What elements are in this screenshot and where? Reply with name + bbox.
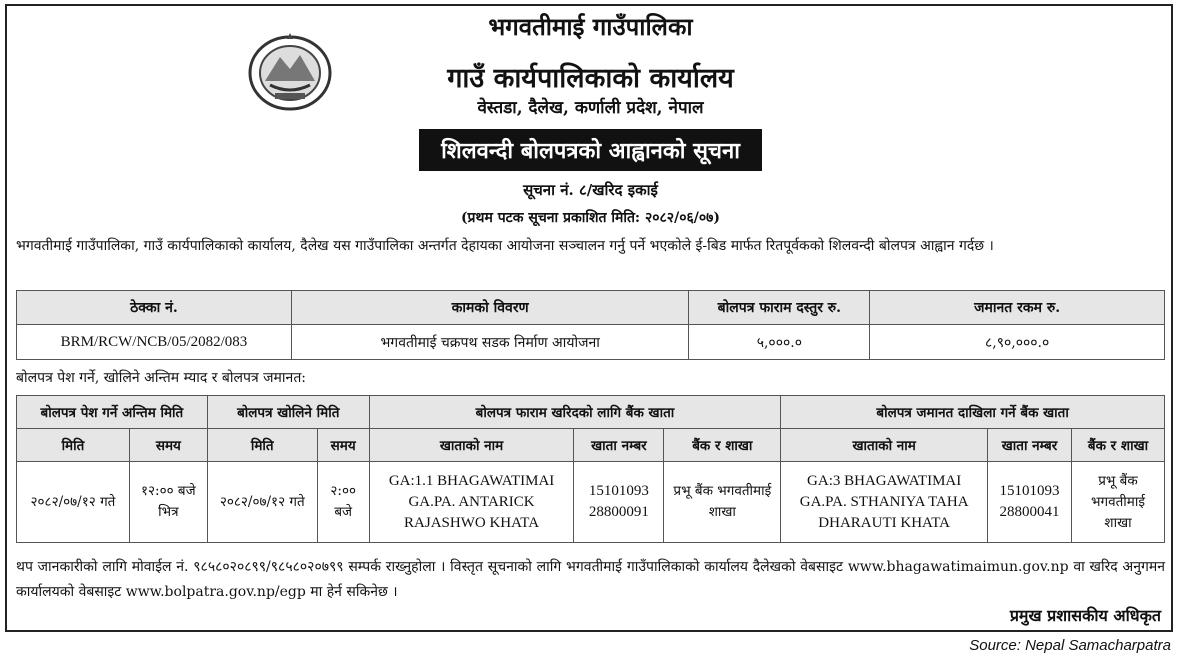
- publish-date: (प्रथम पटक सूचना प्रकाशित मिति: २०८२/०६/०७): [460, 210, 721, 226]
- column-header: मिति: [17, 429, 130, 462]
- group-header: बोलपत्र जमानत दाखिला गर्ने बैंक खाता: [781, 396, 1165, 429]
- form-fee: ५,०००.०: [689, 325, 870, 360]
- notice-banner: शिलवन्दी बोलपत्रको आह्वानको सूचना: [419, 129, 762, 171]
- column-header: खाताको नाम: [369, 429, 574, 462]
- column-header: बैंक र शाखा: [664, 429, 781, 462]
- column-header: बैंक र शाखा: [1072, 429, 1165, 462]
- column-header: मिति: [207, 429, 317, 462]
- table-row: [17, 325, 1165, 360]
- group-header: बोलपत्र फाराम खरिदको लागि बैंक खाता: [369, 396, 781, 429]
- contract-number: BRM/RCW/NCB/05/2082/083: [17, 325, 292, 360]
- open-time: २:०० बजे: [317, 462, 369, 543]
- form-account-name: GA:1.1 BHAGAWATIMAI GA.PA. ANTARICK RAJASHWO KHATA: [369, 462, 574, 543]
- group-header: बोलपत्र खोलिने मिति: [207, 396, 369, 429]
- intro-paragraph: भगवतीमाई गाउँपालिका, गाउँ कार्यपालिकाको कार्यालय, दैलेख यस गाउँपालिका अन्तर्गत देहायका आयोजना सञ्चालन गर्नु पर्ने भएकोले ई-बिड मार्फत रितपूर्वकको शिलवन्दी बोलपत्र आह्वान गर्दछ ।: [16, 238, 994, 254]
- table-group-header-row: [17, 396, 1165, 429]
- work-description: भगवतीमाई चक्रपथ सडक निर्माण आयोजना: [291, 325, 689, 360]
- column-header: समय: [129, 429, 207, 462]
- bond-account-name: GA:3 BHAGAWATIMAI GA.PA. STHANIYA TAHA DHARAUTI KHATA: [781, 462, 988, 543]
- column-header: समय: [317, 429, 369, 462]
- table-row: [17, 462, 1165, 543]
- source-credit: Source: Nepal Samacharpatra: [969, 637, 1171, 654]
- table-header-row: [17, 291, 1165, 325]
- office-address: वेस्तडा, दैलेख, कर्णाली प्रदेश, नेपाल: [477, 98, 704, 118]
- schedule-table: [16, 395, 1165, 543]
- municipality-name: भगवतीमाई गाउँपालिका: [488, 12, 693, 41]
- signatory: प्रमुख प्रशासकीय अधिकृत: [1009, 606, 1161, 625]
- notice-number: सूचना नं. ८/खरिद इकाई: [523, 181, 658, 199]
- column-header: खाताको नाम: [781, 429, 988, 462]
- column-header: खाता नम्बर: [574, 429, 664, 462]
- bond-bank-branch: प्रभू बैंक भगवतीमाई शाखा: [1072, 462, 1165, 543]
- contact-footer: थप जानकारीको लागि मोवाईल नं. ९८५८०२०८९९/९८५८०२०७९९ सम्पर्क राख्नुहोला । विस्तृत सूचनाको लागि भगवतीमाई गाउँपालिकाको कार्यालय दैलेखको वेबसाइट www.bhagawatimaimun.gov.np वा खरिद अनुगमन कार्यालयको वेबसाइट www.bolpatra.gov.np/egp मा हेर्न सकिनेछ ।: [16, 559, 1165, 600]
- form-account-number: 15101093 28800091: [574, 462, 664, 543]
- form-bank-branch: प्रभू बैंक भगवतीमाई शाखा: [664, 462, 781, 543]
- open-date: २०८२/०७/१२ गते: [207, 462, 317, 543]
- bond-account-number: 15101093 28800041: [988, 462, 1072, 543]
- table-sub-header-row: [17, 429, 1165, 462]
- column-header: खाता नम्बर: [988, 429, 1072, 462]
- group-header: बोलपत्र पेश गर्ने अन्तिम मिति: [17, 396, 208, 429]
- column-header: बोलपत्र फाराम दस्तुर रु.: [689, 291, 870, 325]
- column-header: जमानत रकम रु.: [870, 291, 1165, 325]
- bid-bond-amount: ८,९०,०००.०: [870, 325, 1165, 360]
- column-header: कामको विवरण: [291, 291, 689, 325]
- submit-time: १२:०० बजे भित्र: [129, 462, 207, 543]
- submit-date: २०८२/०७/१२ गते: [17, 462, 130, 543]
- office-name: गाउँ कार्यपालिकाको कार्यालय: [447, 63, 734, 94]
- contract-table: [16, 290, 1165, 360]
- column-header: ठेक्का नं.: [17, 291, 292, 325]
- deadline-label: बोलपत्र पेश गर्ने, खोलिने अन्तिम म्याद र बोलपत्र जमानत:: [16, 370, 307, 386]
